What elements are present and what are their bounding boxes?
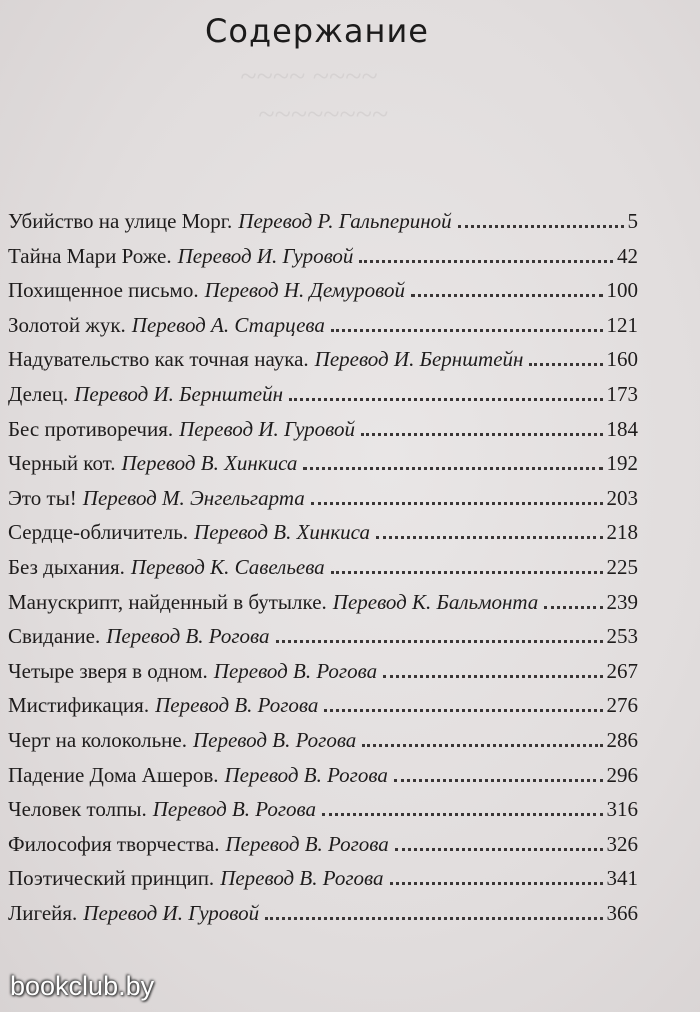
entry-page-number: 316 — [606, 797, 638, 822]
toc-entry — [8, 861, 638, 896]
entry-title: Похищенное письмо. — [8, 278, 199, 303]
dot-leader — [276, 640, 603, 643]
dot-leader — [529, 363, 602, 366]
entry-title: Падение Дома Ашеров. — [8, 762, 219, 787]
entry-translator: Перевод Р. Гальпериной — [238, 209, 452, 233]
dot-leader — [361, 433, 603, 436]
page-title: Содержание — [205, 12, 429, 50]
entry-title: Это ты! — [8, 485, 77, 510]
entry-page-number: 100 — [606, 278, 638, 303]
toc-entry — [8, 239, 638, 274]
entry-page-number: 42 — [617, 243, 638, 268]
entry-translator: Перевод И. Бернштейн — [314, 347, 524, 372]
dot-leader — [303, 467, 602, 470]
entry-page-number: 326 — [606, 831, 638, 856]
entry-title: Черт на колокольне. — [8, 727, 187, 752]
entry-title: Тайна Мари Роже. — [8, 243, 172, 268]
toc-entry — [8, 412, 638, 447]
dot-leader — [390, 882, 603, 885]
toc-entry — [8, 654, 638, 689]
toc-entry — [8, 204, 638, 239]
entry-page-number: 296 — [606, 762, 638, 787]
toc-entry — [8, 308, 638, 343]
dot-leader — [322, 813, 602, 816]
dot-leader — [394, 779, 603, 782]
dot-leader — [411, 294, 603, 297]
entry-title: Черный кот. — [8, 451, 116, 476]
entry-translator: Перевод В. Хинкиса — [121, 451, 298, 476]
toc-entry — [8, 515, 638, 550]
entry-page-number: 267 — [606, 658, 638, 683]
toc-entry — [8, 758, 638, 793]
dot-leader — [395, 848, 603, 851]
entry-page-number: 253 — [606, 624, 638, 649]
toc-entry — [8, 377, 638, 412]
entry-title: Философия творчества. — [8, 831, 220, 856]
entry-translator: Перевод В. Рогова — [193, 727, 357, 752]
entry-translator: Перевод В. Рогова — [225, 831, 389, 856]
entry-page-number: 286 — [606, 727, 638, 752]
dot-leader — [331, 571, 603, 574]
entry-title: Мистификация. — [8, 693, 150, 718]
toc-entry — [8, 723, 638, 758]
dot-leader — [362, 744, 602, 747]
entry-translator: Перевод В. Рогова — [152, 797, 317, 822]
entry-title: Поэтический принцип. — [8, 866, 215, 891]
entry-title: Четыре зверя в одном. — [8, 658, 208, 683]
entry-title: Убийство на улице Морг. — [8, 209, 233, 233]
dot-leader — [376, 536, 603, 539]
toc-entry — [8, 273, 638, 308]
entry-page-number: 160 — [606, 347, 638, 372]
entry-translator: Перевод Н. Демуровой — [204, 278, 405, 303]
dot-leader — [544, 606, 602, 609]
show-through-text: ~~~~~~~~ — [258, 98, 388, 131]
entry-translator: Перевод В. Рогова — [155, 693, 319, 718]
entry-translator: Перевод В. Рогова — [106, 624, 270, 649]
entry-translator: Перевод И. Бернштейн — [74, 381, 283, 406]
dot-leader — [458, 225, 624, 228]
toc-entry — [8, 481, 638, 516]
entry-title: Свидание. — [8, 624, 101, 649]
entry-title: Делец. — [8, 381, 69, 406]
dot-leader — [359, 260, 613, 263]
entry-translator: Перевод М. Энгельгарта — [82, 485, 305, 510]
toc-entry — [8, 619, 638, 654]
entry-translator: Перевод К. Савельева — [130, 554, 325, 579]
entry-page-number: 239 — [606, 589, 638, 614]
entry-page-number: 121 — [606, 312, 638, 337]
entry-title: Бес противоречия. — [8, 416, 174, 441]
toc-entry — [8, 896, 638, 931]
entry-translator: Перевод В. Рогова — [224, 762, 388, 787]
toc-entry — [8, 446, 638, 481]
entry-title: Манускрипт, найденный в бутылке. — [8, 589, 327, 614]
entry-page-number: 276 — [606, 693, 638, 718]
entry-translator: Перевод В. Рогова — [213, 658, 378, 683]
entry-translator: Перевод И. Гуровой — [83, 900, 260, 925]
toc-entry — [8, 585, 638, 620]
entry-translator: Перевод В. Хинкиса — [194, 520, 370, 545]
entry-page-number: 203 — [606, 485, 638, 510]
entry-title: Золотой жук. — [8, 312, 126, 337]
entry-title: Без дыхания. — [8, 554, 125, 579]
entry-translator: Перевод В. Рогова — [220, 866, 384, 891]
entry-page-number: 218 — [606, 520, 638, 545]
watermark: bookclub.by — [10, 971, 155, 1001]
entry-page-number: 184 — [606, 416, 638, 441]
toc-entry — [8, 792, 638, 827]
entry-translator: Перевод К. Бальмонта — [332, 589, 539, 614]
entry-title: Лигейя. — [8, 900, 78, 925]
entry-page-number: 5 — [627, 209, 638, 233]
dot-leader — [331, 329, 603, 332]
entry-title: Сердце-обличитель. — [8, 520, 189, 545]
entry-title: Человек толпы. — [8, 797, 147, 822]
entry-title: Надувательство как точная наука. — [8, 347, 309, 372]
entry-translator: Перевод И. Гуровой — [179, 416, 355, 441]
dot-leader — [289, 398, 603, 401]
dot-leader — [383, 675, 602, 678]
toc-entry — [8, 827, 638, 862]
table-of-contents — [8, 204, 638, 930]
show-through-text: ~~~~ ~~~~ — [240, 60, 378, 93]
entry-translator: Перевод И. Гуровой — [177, 243, 354, 268]
dot-leader — [324, 709, 602, 712]
entry-page-number: 192 — [606, 451, 638, 476]
entry-page-number: 173 — [606, 381, 638, 406]
dot-leader — [311, 502, 603, 505]
toc-entry — [8, 342, 638, 377]
entry-page-number: 366 — [606, 900, 638, 925]
entry-translator: Перевод А. Старцева — [131, 312, 325, 337]
toc-entry — [8, 688, 638, 723]
toc-entry — [8, 550, 638, 585]
entry-page-number: 341 — [606, 866, 638, 891]
dot-leader — [265, 917, 602, 920]
entry-page-number: 225 — [606, 554, 638, 579]
